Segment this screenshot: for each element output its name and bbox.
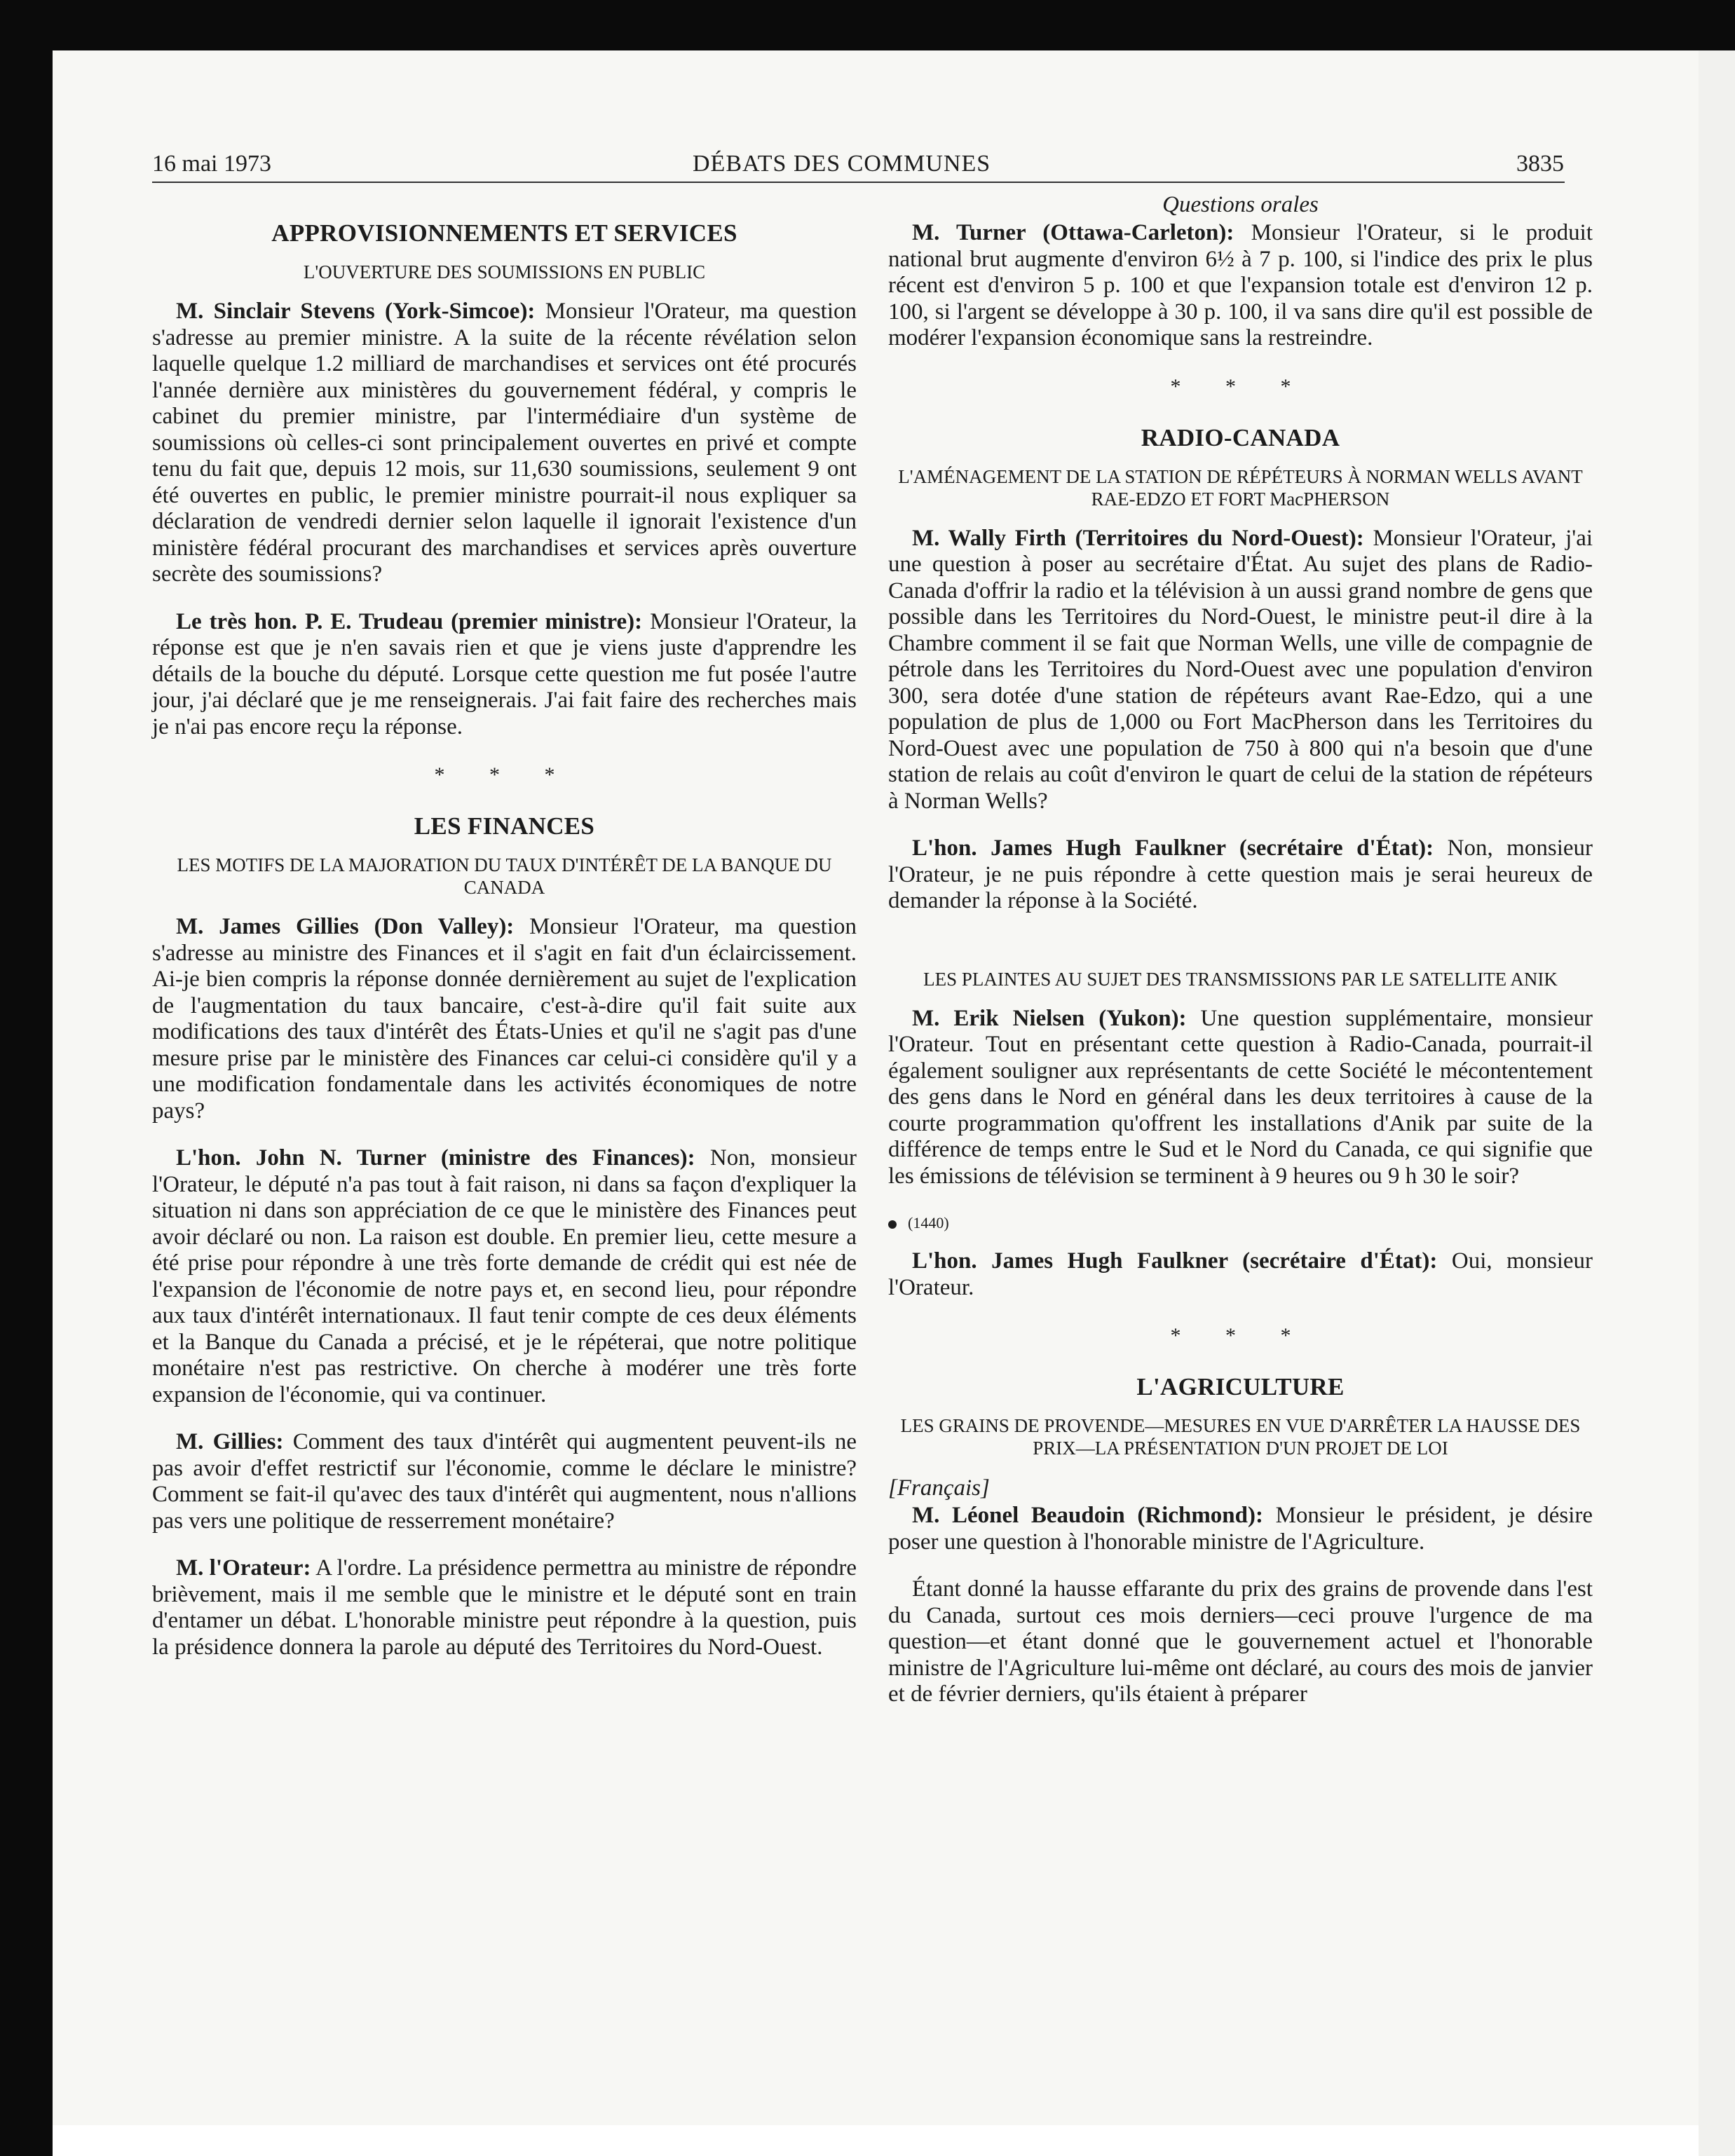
speaker-name: M. Sinclair Stevens (York-Simcoe): xyxy=(176,299,536,324)
section-separator: * * * xyxy=(1170,374,1311,398)
speech-orateur xyxy=(152,1555,857,1660)
scan-edge-right xyxy=(1699,50,1735,2156)
topic-heading: LES GRAINS DE PROVENDE—MESURES EN VUE D'ARRÊTER LA HAUSSE DES PRIX—LA PRÉSENTATION D'UN PROJET DE LOI xyxy=(900,1415,1581,1459)
document-page xyxy=(53,50,1699,2125)
timestamp-marker xyxy=(888,1210,1593,1236)
speaker-name: M. Wally Firth (Territoires du Nord-Ouest): xyxy=(912,525,1364,551)
speech-stevens xyxy=(152,299,857,588)
speech-text: Monsieur le président, je désire poser une question à l'honorable ministre de l'Agriculture. xyxy=(888,1503,1593,1555)
topic-heading: L'AMÉNAGEMENT DE LA STATION DE RÉPÉTEURS À NORMAN WELLS AVANT RAE-EDZO ET FORT MacPHERSON xyxy=(898,465,1583,510)
speech-text: Non, monsieur l'Orateur, je ne puis répondre à cette question mais je serai heureux de demander la réponse à la Société. xyxy=(888,835,1593,913)
speech-nielsen xyxy=(888,1006,1593,1190)
speech-gillies xyxy=(152,914,857,1124)
section-separator: * * * xyxy=(434,763,575,786)
speech-text: Monsieur l'Orateur, la réponse est que je n'en savais rien et que je viens juste d'apprendre les détails de la bouche du député. Lorsque cette question me fut posée l'autre jour, j'ai déclaré que je me renseignerais. J'ai fait faire des recherches mais je n'ai pas encore reçu la réponse. xyxy=(152,608,857,739)
bullet-icon xyxy=(888,1220,897,1229)
speaker-name: M. Turner (Ottawa-Carleton): xyxy=(912,220,1234,245)
section-title-finances: LES FINANCES xyxy=(414,812,595,840)
topic-heading: LES MOTIFS DE LA MAJORATION DU TAUX D'INTÉRÊT DE LA BANQUE DU CANADA xyxy=(177,854,832,898)
section-title-agriculture: L'AGRICULTURE xyxy=(1136,1373,1345,1400)
section-title-radio-canada: RADIO-CANADA xyxy=(1141,423,1340,451)
speech-text: Non, monsieur l'Orateur, le député n'a pas tout à fait raison, ni dans sa façon d'expliquer la situation ni dans son appréciation de ce que le ministère des Finances peut avoir déclaré ou non. La raison est double. En premier lieu, cette mesure a été prise pour répondre à une très forte demande de crédit qui est née de l'expansion de l'économie de notre pays et, en second lieu, pour répondre aux taux d'intérêt internationaux. Il faut tenir compte de ces deux éléments et la Banque du Canada a précisé, et je le répéterai, que notre politique monétaire n'est pas restrictive. On cherche à modérer une très forte expansion de l'économie, qui va continuer. xyxy=(152,1145,857,1407)
speech-text: Monsieur l'Orateur, j'ai une question à poser au secrétaire d'État. Au sujet des plans de Radio-Canada d'offrir la radio et la télévision à un aussi grand nombre de gens que possible dans les Territoires du Nord-Ouest, le ministre peut-il dire à la Chambre comment il se fait que Norman Wells, une ville de compagnie de pétrole dans les Territoires du Nord-Ouest avec une population d'environ 300, sera dotée d'une station de répéteurs avant Rae-Edzo, qui a une population de plus de 1,000 ou Fort MacPherson dans les Territoires du Nord-Ouest avec une population de 750 à 800 qui n'a besoin que d'une station de relais au coût d'environ le quart de celui de la station de répéteurs à Norman Wells? xyxy=(888,525,1593,814)
speech-turner xyxy=(152,1145,857,1408)
speaker-name: L'hon. James Hugh Faulkner (secrétaire d'État): xyxy=(912,835,1434,861)
topic-heading: L'OUVERTURE DES SOUMISSIONS EN PUBLIC xyxy=(303,261,706,282)
speaker-name: L'hon. James Hugh Faulkner (secrétaire d'État): xyxy=(912,1248,1438,1274)
page-number: 3835 xyxy=(1516,151,1564,177)
timestamp-text: (1440) xyxy=(908,1214,949,1231)
speech-firth xyxy=(888,526,1593,815)
speaker-name: L'hon. John N. Turner (ministre des Finances): xyxy=(176,1145,695,1171)
speech-faulkner-reply xyxy=(888,1248,1593,1301)
speech-text: Oui, monsieur l'Orateur. xyxy=(888,1248,1593,1300)
running-subheader: Questions orales xyxy=(1162,192,1319,217)
speech-text: Monsieur l'Orateur, ma question s'adresse au premier ministre. A la suite de la récente révélation selon laquelle quelque 1.2 milliard de marchandises et services ont été procurés l'année dernière aux ministères du gouvernement fédéral, y compris le cabinet du premier ministre, par l'intermédiaire d'un système de soumissions où celles-ci sont principalement ouvertes en privé et compte tenu du fait que, depuis 12 mois, sur 11,630 soumissions, seulement 9 ont été ouvertes en public, le premier ministre pourrait-il nous expliquer sa déclaration de vendredi dernier selon laquelle il ignorait l'existence d'un ministère fédéral procurant des marchandises et services après ouverture secrète des soumissions? xyxy=(152,299,857,587)
section-title-approvisionnements: APPROVISIONNEMENTS ET SERVICES xyxy=(271,219,737,247)
right-column xyxy=(888,191,1593,1729)
speech-text: Monsieur l'Orateur, si le produit national brut augmente d'environ 6½ à 7 p. 100, si l'indice des prix le plus récent est d'environ 5 p. 100 et que l'expansion totale est d'environ 12 p. 100, si l'argent se développe à 30 p. 100, il va sans dire qu'il est possible de modérer l'expansion économique sans la restreindre. xyxy=(888,220,1593,350)
speech-text: A l'ordre. La présidence permettra au ministre de répondre brièvement, mais il me semble que le ministre et le député sont en train d'entamer un débat. L'honorable ministre peut répondre à la question, puis la présidence donnera la parole au député des Territoires du Nord-Ouest. xyxy=(152,1555,857,1660)
language-marker: [Français] xyxy=(888,1475,990,1501)
speech-trudeau xyxy=(152,609,857,741)
speaker-name: M. Léonel Beaudoin (Richmond): xyxy=(912,1503,1263,1528)
scan-border-top xyxy=(53,0,1735,50)
speaker-name: M. l'Orateur: xyxy=(176,1555,311,1581)
speech-text: Une question supplémentaire, monsieur l'Orateur. Tout en présentant cette question à Radio-Canada, pourrait-il également souligner aux représentants de cette Société le mécontentement des gens dans le Nord en général dans les deux territoires à cause de la courte programmation qu'offrent les installations d'Anik par suite de la différence de temps entre le Sud et le Nord du Canada, ce qui signifie que les émissions de télévision se terminent à 9 heures ou 9 h 30 le soir? xyxy=(888,1005,1593,1189)
speaker-name: M. Gillies: xyxy=(176,1429,284,1454)
section-separator: * * * xyxy=(1170,1324,1311,1347)
speech-beaudoin xyxy=(888,1503,1593,1555)
speech-faulkner xyxy=(888,835,1593,915)
speech-gillies-followup xyxy=(152,1429,857,1534)
left-column xyxy=(152,191,857,1681)
speech-text: Comment des taux d'intérêt qui augmentent peuvent-ils ne pas avoir d'effet restrictif sur l'économie, comme le déclare le ministre? Comment se fait-il qu'avec des taux d'intérêt qui augmentent, nous n'allions pas vers une politique de resserrement monétaire? xyxy=(152,1429,857,1534)
speaker-name: Le très hon. P. E. Trudeau (premier ministre): xyxy=(176,608,643,634)
topic-heading: LES PLAINTES AU SUJET DES TRANSMISSIONS PAR LE SATELLITE ANIK xyxy=(923,968,1558,990)
speech-beaudoin-continued: Étant donné la hausse effarante du prix des grains de provende dans l'est du Canada, surtout ces mois derniers—ceci prouve l'urgence de ma question—et étant donné que le gouvernement actuel et l'honorable ministre de l'Agriculture lui-même ont déclaré, au cours des mois de janvier et de février derniers, qu'ils étaient à préparer xyxy=(888,1576,1593,1707)
scan-border-left xyxy=(0,0,53,2156)
speaker-name: M. James Gillies (Don Valley): xyxy=(176,914,515,939)
header-title: DÉBATS DES COMMUNES xyxy=(693,151,991,177)
speaker-name: M. Erik Nielsen (Yukon): xyxy=(912,1005,1187,1031)
speech-turner-ottawa xyxy=(888,220,1593,352)
speech-text: Monsieur l'Orateur, ma question s'adresse au ministre des Finances et il s'agit en fait d'un éclaircissement. Ai-je bien compris la réponse donnée dernièrement au sujet de l'explication de l'augmentation du taux bancaire, c'est-à-dire qu'il fait suite aux modifications des taux d'intérêt des États-Unies et qu'il ne s'agit pas d'une mesure prise par le ministère des Finances car celui-ci considère qu'il y a une modification fondamentale dans les activités économiques de notre pays? xyxy=(152,914,857,1124)
header-date: 16 mai 1973 xyxy=(152,151,271,177)
header-rule xyxy=(152,182,1565,183)
